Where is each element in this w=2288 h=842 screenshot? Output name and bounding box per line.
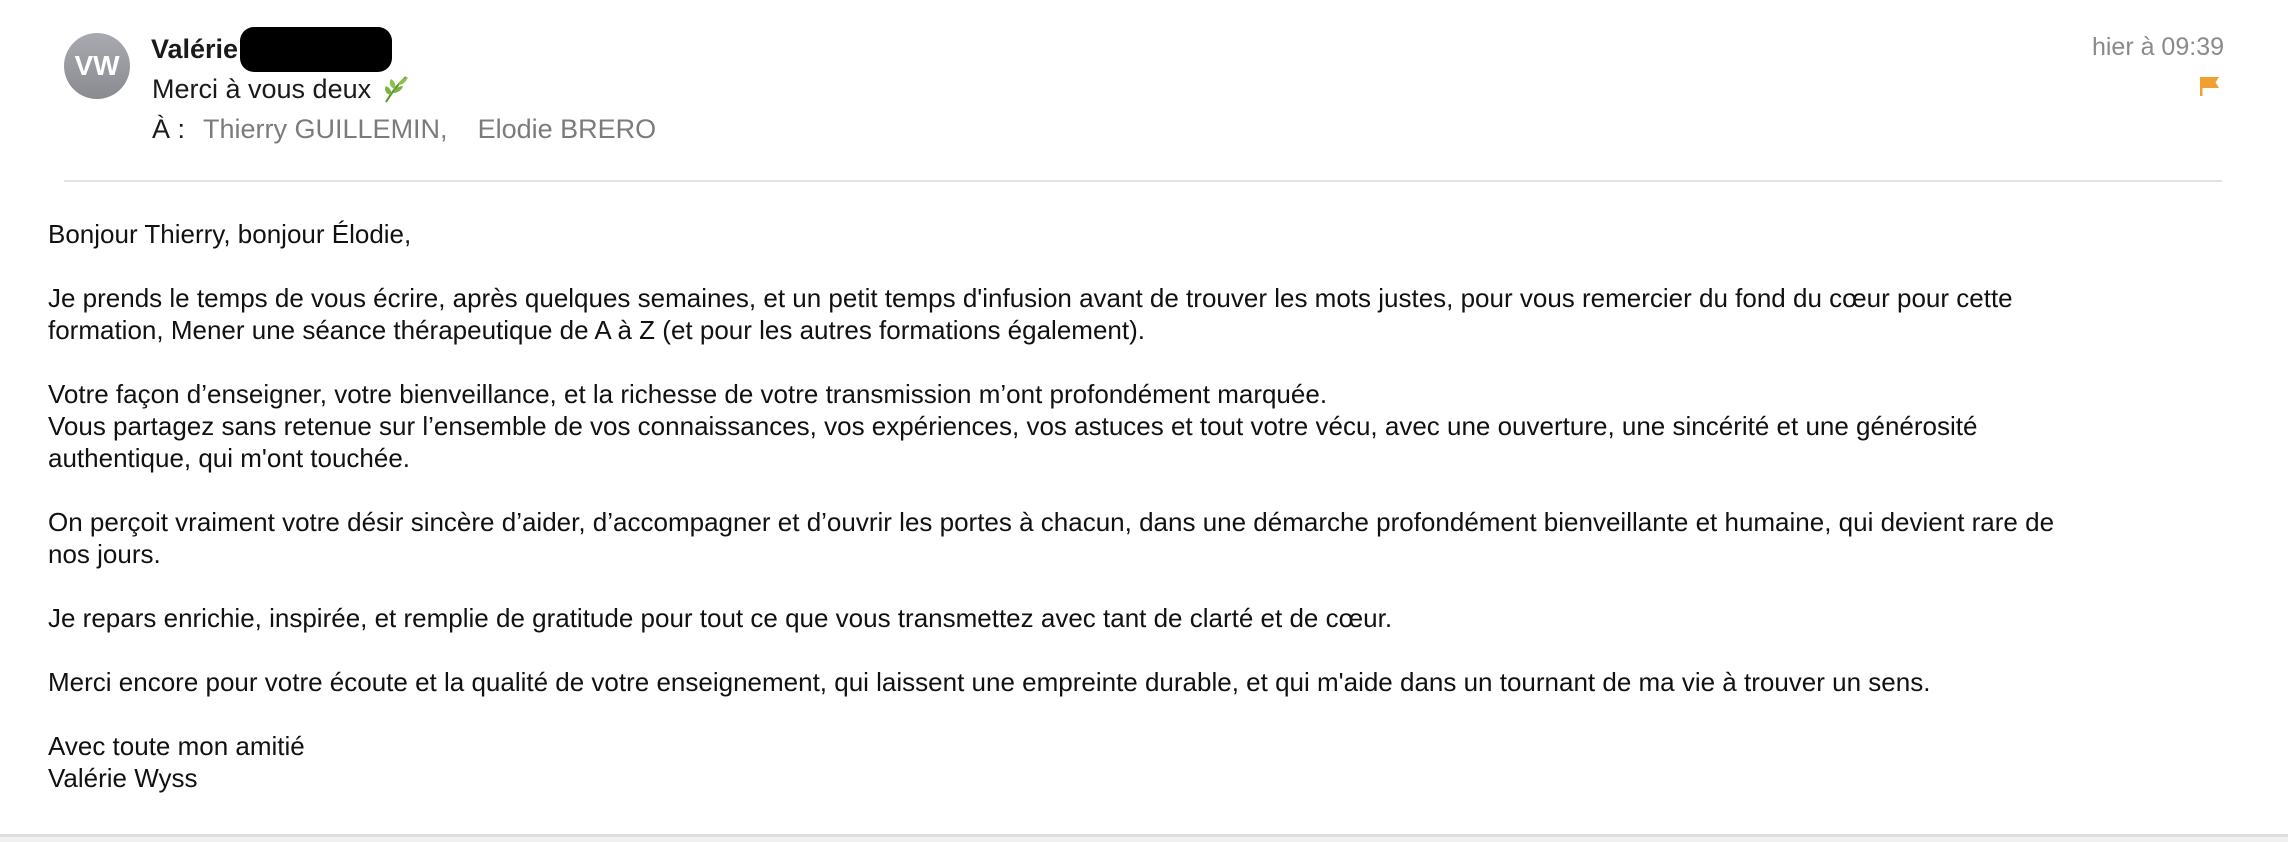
leaf-icon xyxy=(379,72,413,106)
message-body xyxy=(48,218,2238,826)
recipient-thierry[interactable]: Thierry GUILLEMIN, xyxy=(203,114,448,144)
date-label: hier à 09:39 xyxy=(2091,33,2224,61)
avatar[interactable] xyxy=(64,33,130,99)
recipient-elodie[interactable]: Elodie BRERO xyxy=(477,114,657,144)
to-label: À : xyxy=(152,114,186,144)
flag-icon[interactable] xyxy=(2198,74,2222,98)
recipients-row xyxy=(152,114,656,145)
subject-line xyxy=(152,72,413,106)
body-paragraph: Je repars enrichie, inspirée, et remplie de gratitude pour tout ce que vous transmettez avec tant de clarté et de cœur. xyxy=(48,603,1393,633)
body-paragraph: Je prends le temps de vous écrire, après quelques semaines, et un petit temps d'infusion avant de trouver les mots justes, pour vous remercier du fond du cœur pour cette formation, Mener une séance thérapeutique de A à Z (et pour les autres formations également). xyxy=(48,283,2013,345)
avatar-initials: VW xyxy=(74,50,120,81)
subject-text: Merci à vous deux xyxy=(152,73,372,104)
body-paragraph: Merci encore pour votre écoute et la qualité de votre enseignement, qui laissent une empreinte durable, et qui m'aide dans un tournant de ma vie à trouver un sens. xyxy=(48,667,1931,697)
sender-name[interactable]: Valérie xyxy=(151,33,239,64)
body-paragraph: Bonjour Thierry, bonjour Élodie, xyxy=(48,219,412,249)
signature: Avec toute mon amitié Valérie Wyss xyxy=(48,731,305,793)
body-paragraph: On perçoit vraiment votre désir sincère d’aider, d’accompagner et d’ouvrir les portes à chacun, dans une démarche profondément bienveillante et humaine, qui devient rare de nos jours. xyxy=(48,507,2055,569)
body-paragraph: Votre façon d’enseigner, votre bienveillance, et la richesse de votre transmission m’ont profondément marquée. Vous partagez sans retenue sur l’ensemble de vos connaissances, vos expériences, vos astuces et tout votre vécu, avec une ouverture, une sincérité et une générosité authentique, qui m'ont touchée. xyxy=(48,379,1978,473)
sender-row xyxy=(151,29,392,69)
header-divider xyxy=(64,180,2222,182)
redaction-mark xyxy=(240,27,392,72)
